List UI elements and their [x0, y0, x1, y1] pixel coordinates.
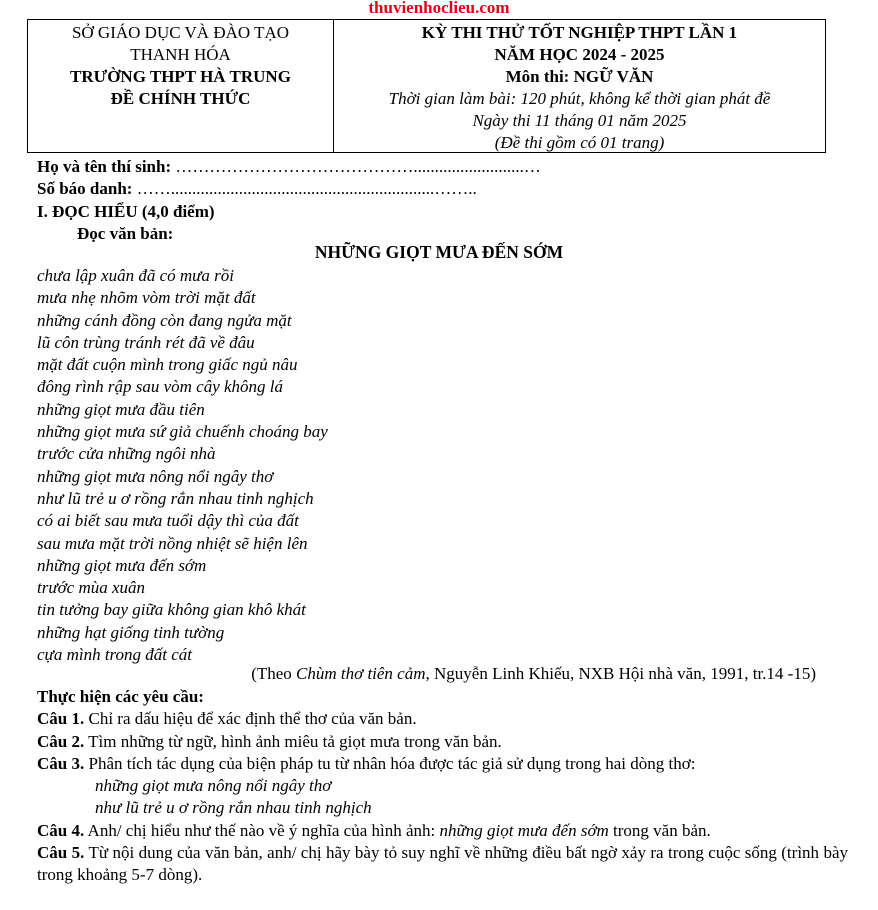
tasks-section [37, 686, 848, 887]
poem-line: những giọt mưa nông nổi ngây thơ [37, 466, 274, 486]
question-5-label: Câu 5. [37, 843, 85, 863]
section-heading: I. ĐỌC HIỂU (4,0 điểm) [37, 201, 215, 221]
candidate-name-field: ……………………………………..........................… [171, 157, 541, 176]
poem-line: tin tưởng bay giữa không gian khô khát [37, 600, 306, 620]
question-4-quoted-image: những giọt mưa đến sớm [439, 820, 609, 840]
poem-line: mưa nhẹ nhõm vòm trời mặt đất [37, 288, 256, 308]
site-watermark: thuvienhoclieu.com [368, 0, 510, 17]
candidate-id-label: Số báo danh: [37, 179, 133, 199]
subject: Môn thi: NGỮ VĂN [505, 67, 654, 86]
poem-line: những hạt giống tinh tường [37, 622, 225, 642]
candidate-id-field: ……..............................................................…….. [132, 179, 477, 199]
question-1-text: Chỉ ra dấu hiệu để xác định thể thơ của văn bản. [84, 709, 417, 729]
header-right-cell [334, 20, 825, 152]
question-2-text: Tìm những từ ngữ, hình ảnh miêu tả giọt mưa trong văn bản. [84, 731, 502, 751]
candidate-name-label: Họ và tên thí sinh: [37, 157, 172, 176]
exam-title: KỲ THI THỬ TỐT NGHIỆP THPT LẦN 1 [421, 23, 738, 42]
tasks-heading: Thực hiện các yêu cầu: [37, 687, 204, 706]
question-4-text-a: Anh/ chị hiểu như thế nào về ý nghĩa của hình ảnh: [84, 820, 440, 840]
poem-line: trước cửa những ngôi nhà [37, 444, 216, 464]
poem-line: những giọt mưa sứ giả chuếnh choáng bay [37, 422, 328, 442]
question-1 [37, 708, 848, 730]
poem-line: những cánh đồng còn đang ngửa mặt [37, 310, 292, 330]
question-4 [37, 820, 848, 842]
poem-line: mặt đất cuộn mình trong giấc ngủ nâu [37, 355, 298, 375]
poem-line: những giọt mưa đầu tiên [37, 399, 205, 419]
question-5 [37, 842, 848, 887]
exam-header-table [27, 19, 826, 153]
header-left-cell [28, 20, 334, 152]
poem-body [37, 265, 848, 666]
question-2 [37, 731, 848, 753]
poem-line: lũ côn trùng tránh rét đã về đâu [37, 332, 255, 352]
question-2-label: Câu 2. [37, 731, 85, 751]
department-name: SỞ GIÁO DỤC VÀ ĐÀO TẠO [71, 23, 290, 42]
candidate-name-row [37, 156, 848, 178]
poem-title: NHỮNG GIỌT MƯA ĐẾN SỚM [314, 242, 564, 262]
question-3-text: Phân tích tác dụng của biện pháp tu từ nhân hóa được tác giả sử dụng trong hai dòng thơ: [84, 753, 696, 773]
poem-line: như lũ trẻ u ơ rồng rắn nhau tinh nghịch [37, 488, 314, 508]
poem-line: cựa mình trong đất cát [37, 645, 193, 665]
question-3-quote-line-2: như lũ trẻ u ơ rồng rắn nhau tinh nghịch [95, 798, 372, 818]
candidate-info [37, 156, 848, 245]
question-5-text: Từ nội dung của văn bản, anh/ chị hãy bày tỏ suy nghĩ về những điều bất ngờ xảy ra trong cuộc sống (trình bày trong khoảng 5-7 dòng). [37, 843, 848, 885]
source-book-title: Chùm thơ tiên cảm [296, 664, 426, 683]
poem-line: có ai biết sau mưa tuổi dậy thì của đất [37, 511, 299, 531]
school-year: NĂM HỌC 2024 - 2025 [494, 45, 665, 64]
poem-line: những giọt mưa đến sớm [37, 555, 207, 575]
exam-date: Ngày thi 11 tháng 01 năm 2025 [472, 111, 687, 130]
source-prefix: (Theo [251, 664, 297, 683]
poem-line: đông rình rập sau vòm cây không lá [37, 377, 284, 397]
page-count: (Đề thi gồm có 01 trang) [494, 133, 665, 152]
question-3-label: Câu 3. [37, 753, 85, 773]
official-exam-label: ĐỀ CHÍNH THỨC [110, 89, 251, 108]
school-name: TRƯỜNG THPT HÀ TRUNG [70, 67, 291, 86]
poem-line: chưa lập xuân đã có mưa rồi [37, 266, 235, 285]
province-name: THANH HÓA [130, 45, 231, 64]
question-1-label: Câu 1. [37, 709, 85, 729]
poem-line: trước mùa xuân [37, 578, 146, 598]
source-suffix: , Nguyễn Linh Khiếu, NXB Hội nhà văn, 1991, tr.14 -15) [425, 664, 816, 683]
question-3-quote-line-1: những giọt mưa nông nổi ngây thơ [95, 776, 332, 796]
poem-line: sau mưa mặt trời nồng nhiệt sẽ hiện lên [37, 533, 308, 553]
question-4-label: Câu 4. [37, 820, 85, 840]
time-limit: Thời gian làm bài: 120 phút, không kể thời gian phát đề [388, 89, 771, 108]
question-3 [37, 753, 848, 775]
poem-source [251, 664, 816, 684]
question-4-text-b: trong văn bản. [608, 820, 711, 840]
read-text-label: Đọc văn bản: [77, 223, 174, 243]
candidate-id-row [37, 178, 848, 200]
